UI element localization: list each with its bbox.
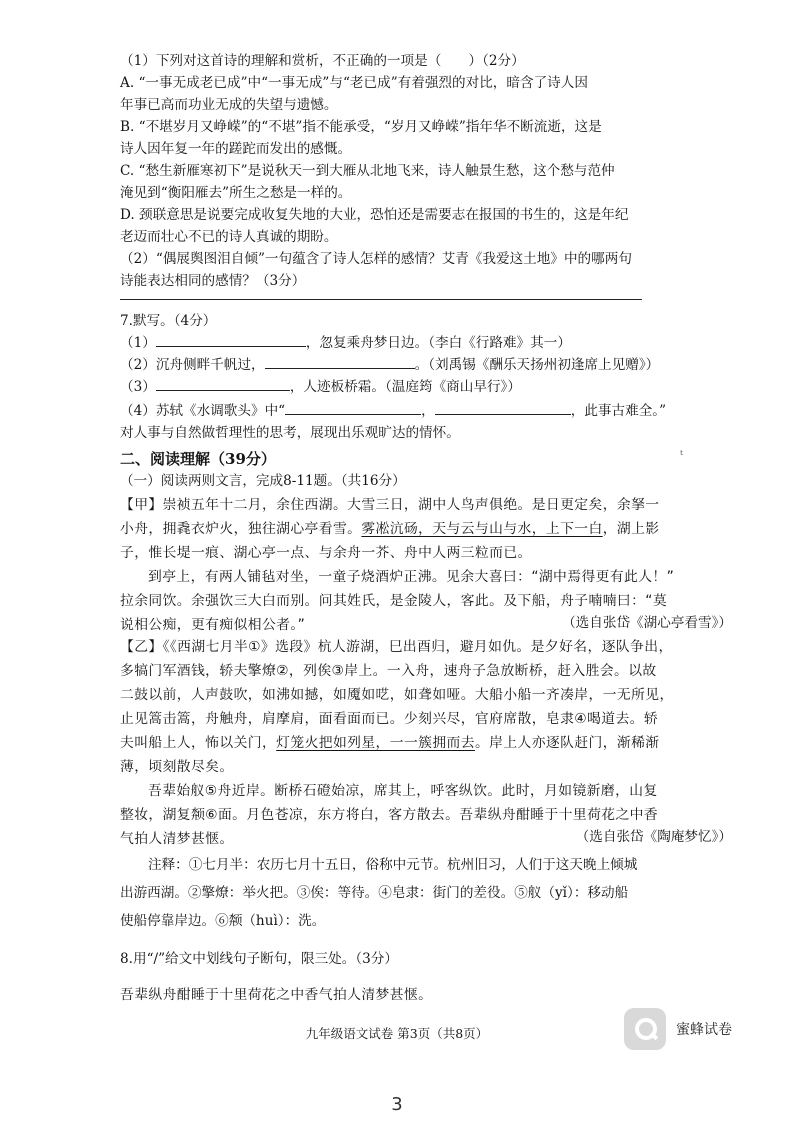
q7-blank-3[interactable] xyxy=(156,376,290,391)
section-2-heading: 二、阅读理解（39分） xyxy=(120,450,276,468)
q7-item-2-prefix: （2）沉舟侧畔千帆过， xyxy=(120,357,265,373)
q7-blank-1[interactable] xyxy=(156,332,306,347)
q7-item-3-prefix: （3） xyxy=(120,379,156,395)
q7-item-1-suffix: ，忽复乘舟梦日边。（李白《行路难》其一） xyxy=(305,335,571,351)
page-footer: 九年级语文试卷 第3页（共8页） xyxy=(305,1026,489,1041)
passage-jia-line2 xyxy=(120,518,732,540)
q6-sub1: （1）下列对这首诗的理解和赏析，不正确的一项是（ ）（2分） xyxy=(120,53,525,69)
q7-item-4 xyxy=(120,400,732,422)
passage-jia-line6: 说相公痴，更有痴似相公者。” xyxy=(120,617,306,633)
passage-yi-source: （选自张岱《陶庵梦忆》） xyxy=(575,829,732,845)
passage-yi-line3: 二鼓以前，人声鼓吹，如沸如撼，如魇如呓，如聋如哑。大船小船一齐凑岸，一无所见， xyxy=(120,687,674,703)
q6-sub2-line1: （2）“偶展舆图泪自倾”一句蕴含了诗人怎样的感情？艾青《我爱这土地》中的哪两句 xyxy=(120,251,632,267)
watermark xyxy=(624,1008,732,1050)
q7-blank-5[interactable] xyxy=(435,400,571,415)
q7-item-4-suffix: ，此事古难全。” xyxy=(570,403,667,419)
q7-blank-2[interactable] xyxy=(265,354,415,369)
passage-jia-text: ，湖上影 xyxy=(602,521,660,537)
q7-blank-4[interactable] xyxy=(285,400,421,415)
passage-jia-line5: 拉余同饮。余强饮三大白而别。问其姓氏，是金陵人，客此。及下船，舟子喃喃曰：“莫 xyxy=(120,593,668,609)
q6-option-b-line2: 诗人因年复一年的蹉跎而发出的感慨。 xyxy=(120,141,352,157)
notes-line1: 注释：①七月半：农历七月十五日，俗称中元节。杭州旧习，人们于这天晚上倾城 xyxy=(148,857,638,873)
passage-jia-line1: 【甲】崇祯五年十二月，余住西湖。大雪三日，湖中人鸟声俱绝。是日更定矣，余拏一 xyxy=(120,497,660,513)
passage-yi-text: 夫叫船上人，怖以关门， xyxy=(120,735,277,751)
q6-option-b-line1: B. “不堪岁月又峥嵘”的“不堪”指不能承受，“岁月又峥嵘”指年华不断流逝，这是 xyxy=(120,119,602,135)
passage-jia-text: 小舟，拥毳衣炉火，独往湖心亭看雪。 xyxy=(120,521,362,537)
stray-mark: ᵗ xyxy=(680,448,683,462)
passage-yi-line5 xyxy=(120,732,732,754)
q7-item-2-suffix: 。（刘禹锡《酬乐天扬州初逢席上见赠》） xyxy=(414,357,660,373)
passage-jia-line4: 到亭上，有两人铺毡对坐，一童子烧酒炉正沸。见余大喜曰：“湖中焉得更有此人！” xyxy=(148,569,675,585)
q7-item-2 xyxy=(120,354,732,376)
q6-sub2-line2: 诗能表达相同的感情？（3分） xyxy=(120,273,306,289)
q7-title: 7.默写。（4分） xyxy=(120,313,217,329)
passage-yi-line9: 气拍人清梦甚惬。 xyxy=(120,831,234,847)
q6-option-c-line1: C. “愁生新雁寒初下”是说秋天一到大雁从北地飞来，诗人触景生愁，这个愁与范仲 xyxy=(120,163,615,179)
q8-sentence: 吾辈纵舟酣睡于十里荷花之中香气拍人清梦甚惬。 xyxy=(120,987,433,1003)
passage-yi-line1: 【乙】《《西湖七月半①》选段》杭人游湖，巳出酉归，避月如仇。是夕好名，逐队争出， xyxy=(120,639,673,655)
underlined-sentence-yi: 灯笼火把如列星，一一簇拥而去 xyxy=(276,735,475,751)
answer-line xyxy=(120,299,642,300)
q7-item-1 xyxy=(120,332,732,354)
passage-yi-line2: 多犒门军酒钱，轿夫擎燎②，列俟③岸上。一入舟，速舟子急放断桥，赶入胜会。以故 xyxy=(120,663,657,679)
q7-item-4-mid: ， xyxy=(421,403,435,419)
q7-item-3 xyxy=(120,376,732,398)
q7-item-4-continued: 对人事与自然做哲理性的思考，展现出乐观旷达的情怀。 xyxy=(120,425,460,441)
q8-title: 8.用“/”给文中划线句子断句，限三处。（3分） xyxy=(120,951,398,967)
passage-yi-line4: 止见篙击篙，舟触舟，肩摩肩，面看面而已。少刻兴尽，官府席散，皂隶④喝道去。轿 xyxy=(120,711,659,727)
q6-option-a-line2: 年事已高而功业无成的失望与遗憾。 xyxy=(120,97,338,113)
passage-yi-text: 。岸上人亦逐队赶门，渐稀渐 xyxy=(474,735,660,751)
watermark-logo-icon xyxy=(624,1008,666,1050)
passage-jia-line3: 子，惟长堤一痕、湖心亭一点、与余舟一芥、舟中人两三粒而已。 xyxy=(120,545,532,561)
page-number: 3 xyxy=(391,1094,403,1115)
q7-item-1-prefix: （1） xyxy=(120,335,156,351)
q6-option-c-line2: 淹见到“衡阳雁去”所生之愁是一样的。 xyxy=(120,185,352,201)
notes-line3: 使船停靠岸边。⑥颒（huì）：洗。 xyxy=(120,913,326,929)
passage-yi-line8: 整妆，湖复颒⑥面。月色苍凉，东方将白，客方散去。吾辈纵舟酣睡于十里荷花之中香 xyxy=(120,807,659,823)
q6-option-d-line2: 老迈而壮心不已的诗人真诚的期盼。 xyxy=(120,229,338,245)
passage-yi-line6: 薄，顷刻散尽矣。 xyxy=(120,759,234,775)
watermark-text: 蜜蜂试卷 xyxy=(676,1022,732,1038)
q7-item-3-suffix: ，人迹板桥霜。（温庭筠《商山早行》） xyxy=(289,379,521,395)
q6-option-a-line1: A. “一事无成老已成”中“一事无成”与“老已成”有着强烈的对比，暗含了诗人因 xyxy=(120,75,588,91)
passage-jia-source: （选自张岱《湖心亭看雪》） xyxy=(562,615,732,631)
section-2-intro: （一）阅读两则文言，完成8-11题。（共16分） xyxy=(120,473,406,489)
passage-yi-line7: 吾辈始舣⑤舟近岸。断桥石磴始凉，席其上，呼客纵饮。此时，月如镜新磨，山复 xyxy=(148,783,658,799)
notes-line2: 出游西湖。②擎燎：举火把。③俟：等待。④皂隶：街门的差役。⑤舣（yǐ）：移动船 xyxy=(120,885,629,901)
q6-option-d-line1: D. 颈联意思是说要完成收复失地的大业，恐怕还是需要志在报国的书生的，这是年纪 xyxy=(120,207,629,223)
underlined-sentence-jia: 雾凇沆砀，天与云与山与水，上下一白 xyxy=(361,521,603,537)
q7-item-4-prefix: （4）苏轼《水调歌头》中“ xyxy=(120,403,286,419)
